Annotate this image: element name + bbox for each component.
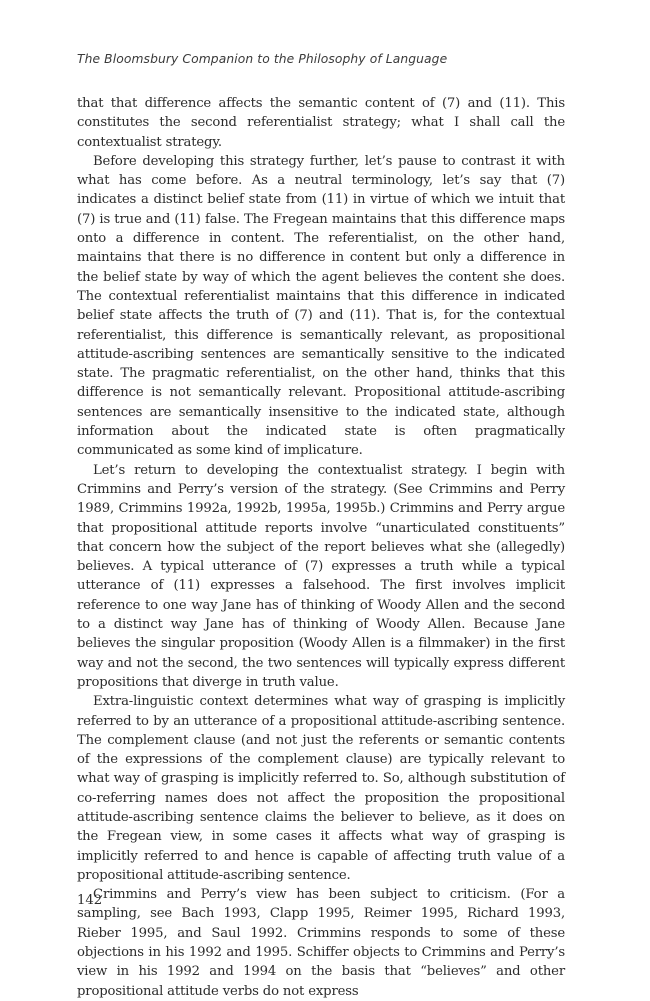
paragraph: Extra-linguistic context determines what way of grasping is implicitly referred to by an utterance of a propositional attitude-ascribing sentence. The complement clause (and not just the referents or semantic contents of the expressions of the complement clause) are typically relevant to what way of grasping is implicitly referred to. So, although substitution of co-referring names does not affect the proposition the propositional attitude-ascribing sentence claims the believer to believe, as it does on the Fregean view, in some cases it affects what way of grasping is implicitly referred to and hence is capable of affecting truth value of a propositional attitude-ascribing sentence.	[77, 694, 565, 883]
paragraph: Crimmins and Perry’s view has been subject to criticism. (For a sampling, see Bach 1993, Clapp 1995, Reimer 1995, Richard 1993, Rieber 1995, and Saul 1992. Crimmins responds to some of these objections in his 1992 and 1995. Schiffer objects to Crimmins and Perry’s view in his 1992 and 1994 on the basis that “believes” and other propositional attitude verbs do not express	[77, 887, 565, 999]
paragraph: Before developing this strategy further, let’s pause to contrast it with what has come before. As a neutral terminology, let’s say that (7) indicates a distinct belief state from (11) in virtue of which we intuit that (7) is true and (11) false. The Fregean maintains that this difference maps onto a difference in content. The referentialist, on the other hand, maintains that there is no difference in content but only a difference in the belief state by way of which the agent believes the content she does. The contextual referentialist maintains that this difference in indicated belief state affects the truth of (7) and (11). That is, for the contextual referentialist, this difference is semantically relevant, as propositional attitude-ascribing sentences are semantically sensitive to the indicated state. The pragmatic referentialist, on the other hand, thinks that this difference is not semantically relevant. Propositional attitude-ascribing sentences are semantically insensitive to the indicated state, although information about the indicated state is often pragmatically communicated as some kind of implicature.	[77, 153, 565, 459]
paragraph: Let’s return to developing the contextualist strategy. I begin with Crimmins and Perry’s version of the strategy. (See Crimmins and Perry 1989, Crimmins 1992a, 1992b, 1995a, 1995b.) Crimmins and Perry argue that propositional attitude reports involve “unarticulated constituents” that concern how the subject of the report believes what she (allegedly) believes. A typical utterance of (7) expresses a truth while a typical utterance of (11) expresses a falsehood. The first involves implicit reference to one way Jane has of thinking of Woody Allen and the second to a distinct way Jane has of thinking of Woody Allen. Because Jane believes the singular proposition (Woody Allen is a filmmaker) in the first way and not the second, the two sentences will typically express different propositions that diverge in truth value.	[77, 462, 565, 690]
running-head: The Bloomsbury Companion to the Philosophy of Language	[77, 52, 448, 66]
page-number: 142	[77, 893, 103, 908]
paragraph: that that difference affects the semantic content of (7) and (11). This constitutes the second referentialist strategy; what I shall call the contextualist strategy.	[77, 96, 565, 150]
body-text	[77, 94, 565, 1001]
